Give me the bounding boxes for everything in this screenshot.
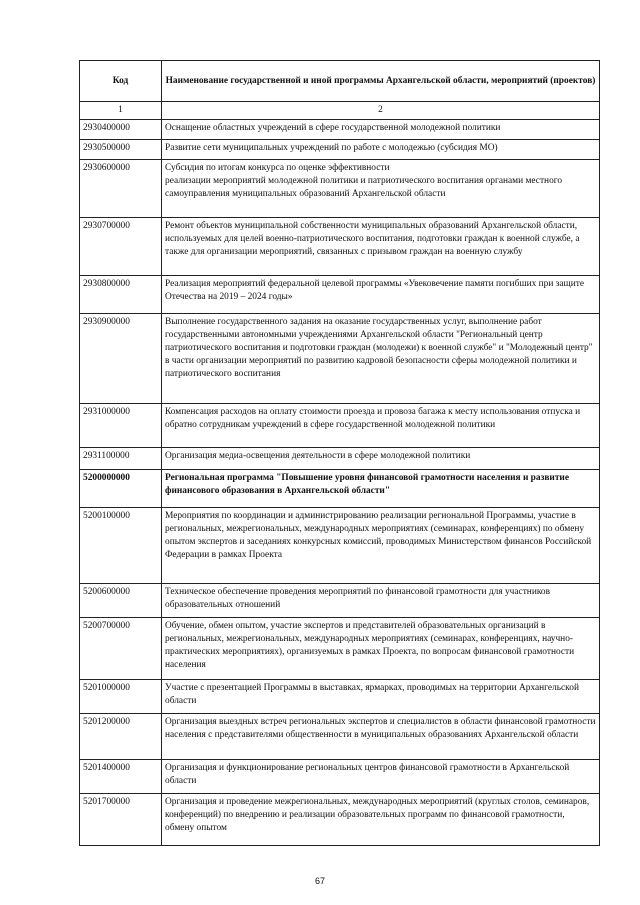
table-row: [80, 760, 600, 794]
table-row: [80, 618, 600, 680]
row-code: 2930800000: [80, 276, 162, 314]
table-row: [80, 508, 600, 584]
row-code: 2930600000: [80, 160, 162, 218]
row-name: Организация и проведение межрегиональных, международных мероприятий (круглых столов, семинаров, конференций) по внедрению и реализации образовательных программ по финансовой грамотности, обмену опытом: [162, 794, 600, 846]
header-code: Код: [80, 61, 162, 102]
row-code: 2931100000: [80, 448, 162, 470]
column-number-1: 1: [80, 102, 162, 120]
table-row: [80, 714, 600, 760]
page-number: 67: [314, 876, 325, 886]
table-row: [80, 584, 600, 618]
row-code: 5201400000: [80, 760, 162, 794]
row-name: Ремонт объектов муниципальной собственности муниципальных образований Архангельской области, используемых для целей военно-патриотического воспитания, подготовки граждан к военной службе, а также для организации мероприятий, связанных с призывом граждан на военную службу: [162, 218, 600, 276]
table-row: [80, 314, 600, 404]
row-name: Организация медиа-освещения деятельности в сфере молодежной политики: [162, 448, 600, 470]
row-name: Компенсация расходов на оплату стоимости проезда и провоза багажа к месту использования отпуска и обратно сотрудникам учреждений в сфере государственной молодежной политики: [162, 404, 600, 448]
table-row: [80, 470, 600, 508]
row-name: Организация выездных встреч региональных экспертов и специалистов в области финансовой грамотности населения с представителями общественности в муниципальных образованиях Архангельской области: [162, 714, 600, 760]
row-code: 5201000000: [80, 680, 162, 714]
row-code: 5201700000: [80, 794, 162, 846]
row-code: 2930700000: [80, 218, 162, 276]
row-code: 5200700000: [80, 618, 162, 680]
table-row: [80, 448, 600, 470]
row-code: 5200100000: [80, 508, 162, 584]
row-code: 2930500000: [80, 140, 162, 160]
row-name: Обучение, обмен опытом, участие экспертов и представителей образовательных организаций в региональных, межрегиональных, международных мероприятиях (семинарах, конференциях, научно-практических мероприятиях), организуемых в рамках Проекта, по вопросам финансовой грамотности населения: [162, 618, 600, 680]
table-body: [80, 120, 600, 846]
row-name: Оснащение областных учреждений в сфере государственной молодежной политики: [162, 120, 600, 140]
row-name: Субсидия по итогам конкурса по оценке эффективности реализации мероприятий молодежной политики и патриотического воспитания органами местного самоуправления муниципальных образований Архангельской области: [162, 160, 600, 218]
table-header-row: [80, 61, 600, 102]
row-code: 2931000000: [80, 404, 162, 448]
table-row: [80, 404, 600, 448]
row-name: Развитие сети муниципальных учреждений по работе с молодежью (субсидия МО): [162, 140, 600, 160]
table-row: [80, 794, 600, 846]
row-code: 5200600000: [80, 584, 162, 618]
row-name: Реализация мероприятий федеральной целевой программы «Увековечение памяти погибших при защите Отечества на 2019 – 2024 годы»: [162, 276, 600, 314]
row-name: Техническое обеспечение проведения мероприятий по финансовой грамотности для участников образовательных отношений: [162, 584, 600, 618]
table-row: [80, 218, 600, 276]
table-row: [80, 276, 600, 314]
row-name: Мероприятия по координации и администрированию реализации региональной Программы, участие в региональных, межрегиональных, международных мероприятиях (семинарах, конференциях) по обмену опытом экспертов и заседаниях конкурсных комиссий, проводимых Министерством финансов Российской Федерации в рамках Проекта: [162, 508, 600, 584]
column-number-2: 2: [162, 102, 600, 120]
header-name: Наименование государственной и иной программы Архангельской области, мероприятий (проектов): [162, 61, 600, 102]
column-number-row: [80, 102, 600, 120]
table-row: [80, 120, 600, 140]
row-name: Организация и функционирование региональных центров финансовой грамотности в Архангельской области: [162, 760, 600, 794]
row-code: 5200000000: [80, 470, 162, 508]
table-row: [80, 160, 600, 218]
table-row: [80, 680, 600, 714]
table-row: [80, 140, 600, 160]
row-code: 2930400000: [80, 120, 162, 140]
row-code: 5201200000: [80, 714, 162, 760]
program-table: [79, 60, 600, 846]
row-name: Участие с презентацией Программы в выставках, ярмарках, проводимых на территории Архангельской области: [162, 680, 600, 714]
row-name: Региональная программа "Повышение уровня финансовой грамотности населения и развитие финансового образования в Архангельской области": [162, 470, 600, 508]
row-name: Выполнение государственного задания на оказание государственных услуг, выполнение работ государственными автономными учреждениями Архангельской области "Региональный центр патриотического воспитания и подготовки граждан (молодежи) к военной службе" и "Молодежный центр" в части организации мероприятий по развитию кадровой безопасности сферы молодежной политики и патриотического воспитания: [162, 314, 600, 404]
row-code: 2930900000: [80, 314, 162, 404]
